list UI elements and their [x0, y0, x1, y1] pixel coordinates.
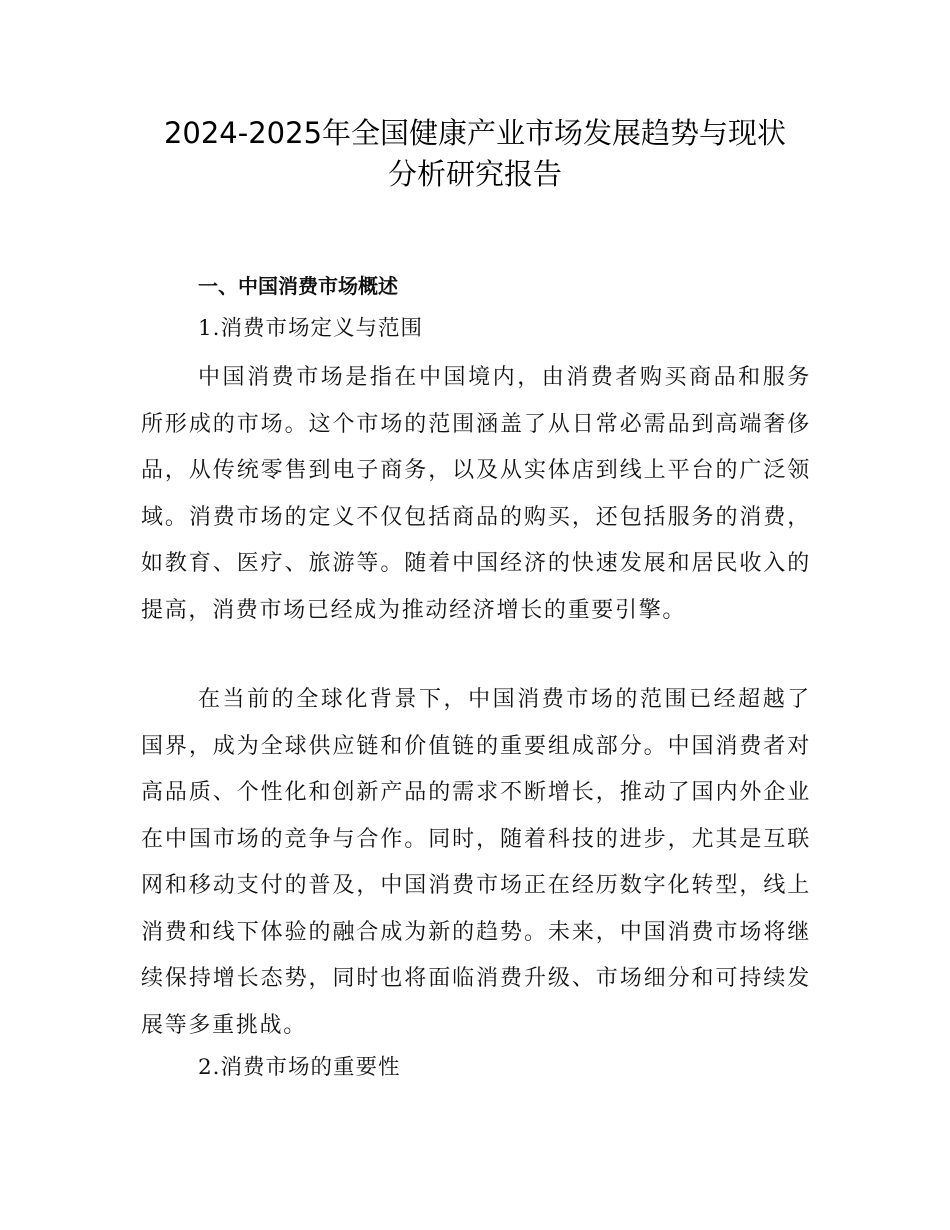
- document-title-line-1: 2024-2025年全国健康产业市场发展趋势与现状: [163, 116, 787, 150]
- paragraph-globalization: 在当前的全球化背景下，中国消费市场的范围已经超越了国界，成为全球供应链和价值链的重要组成部分。中国消费者对高品质、个性化和创新产品的需求不断增长，推动了国内外企业在中国市场的竞争与合作。同时，随着科技的进步，尤其是互联网和移动支付的普及，中国消费市场正在经历数字化转型，线上消费和线下体验的融合成为新的趋势。未来，中国消费市场将继续保持增长态势，同时也将面临消费升级、市场细分和可持续发展等多重挑战。: [141, 687, 811, 1038]
- section-heading-overview: 一、中国消费市场概述: [198, 274, 398, 298]
- subsection-heading-definition: 1.消费市场定义与范围: [198, 316, 424, 341]
- subsection-heading-importance: 2.消费市场的重要性: [198, 1055, 401, 1080]
- document-title-line-2: 分析研究报告: [387, 157, 562, 191]
- paragraph-definition: 中国消费市场是指在中国境内，由消费者购买商品和服务所形成的市场。这个市场的范围涵盖了从日常必需品到高端奢侈品，从传统零售到电子商务，以及从实体店到线上平台的广泛领域。消费市场的定义不仅包括商品的购买，还包括服务的消费，如教育、医疗、旅游等。随着中国经济的快速发展和居民收入的提高，消费市场已经成为推动经济增长的重要引擎。: [141, 365, 811, 623]
